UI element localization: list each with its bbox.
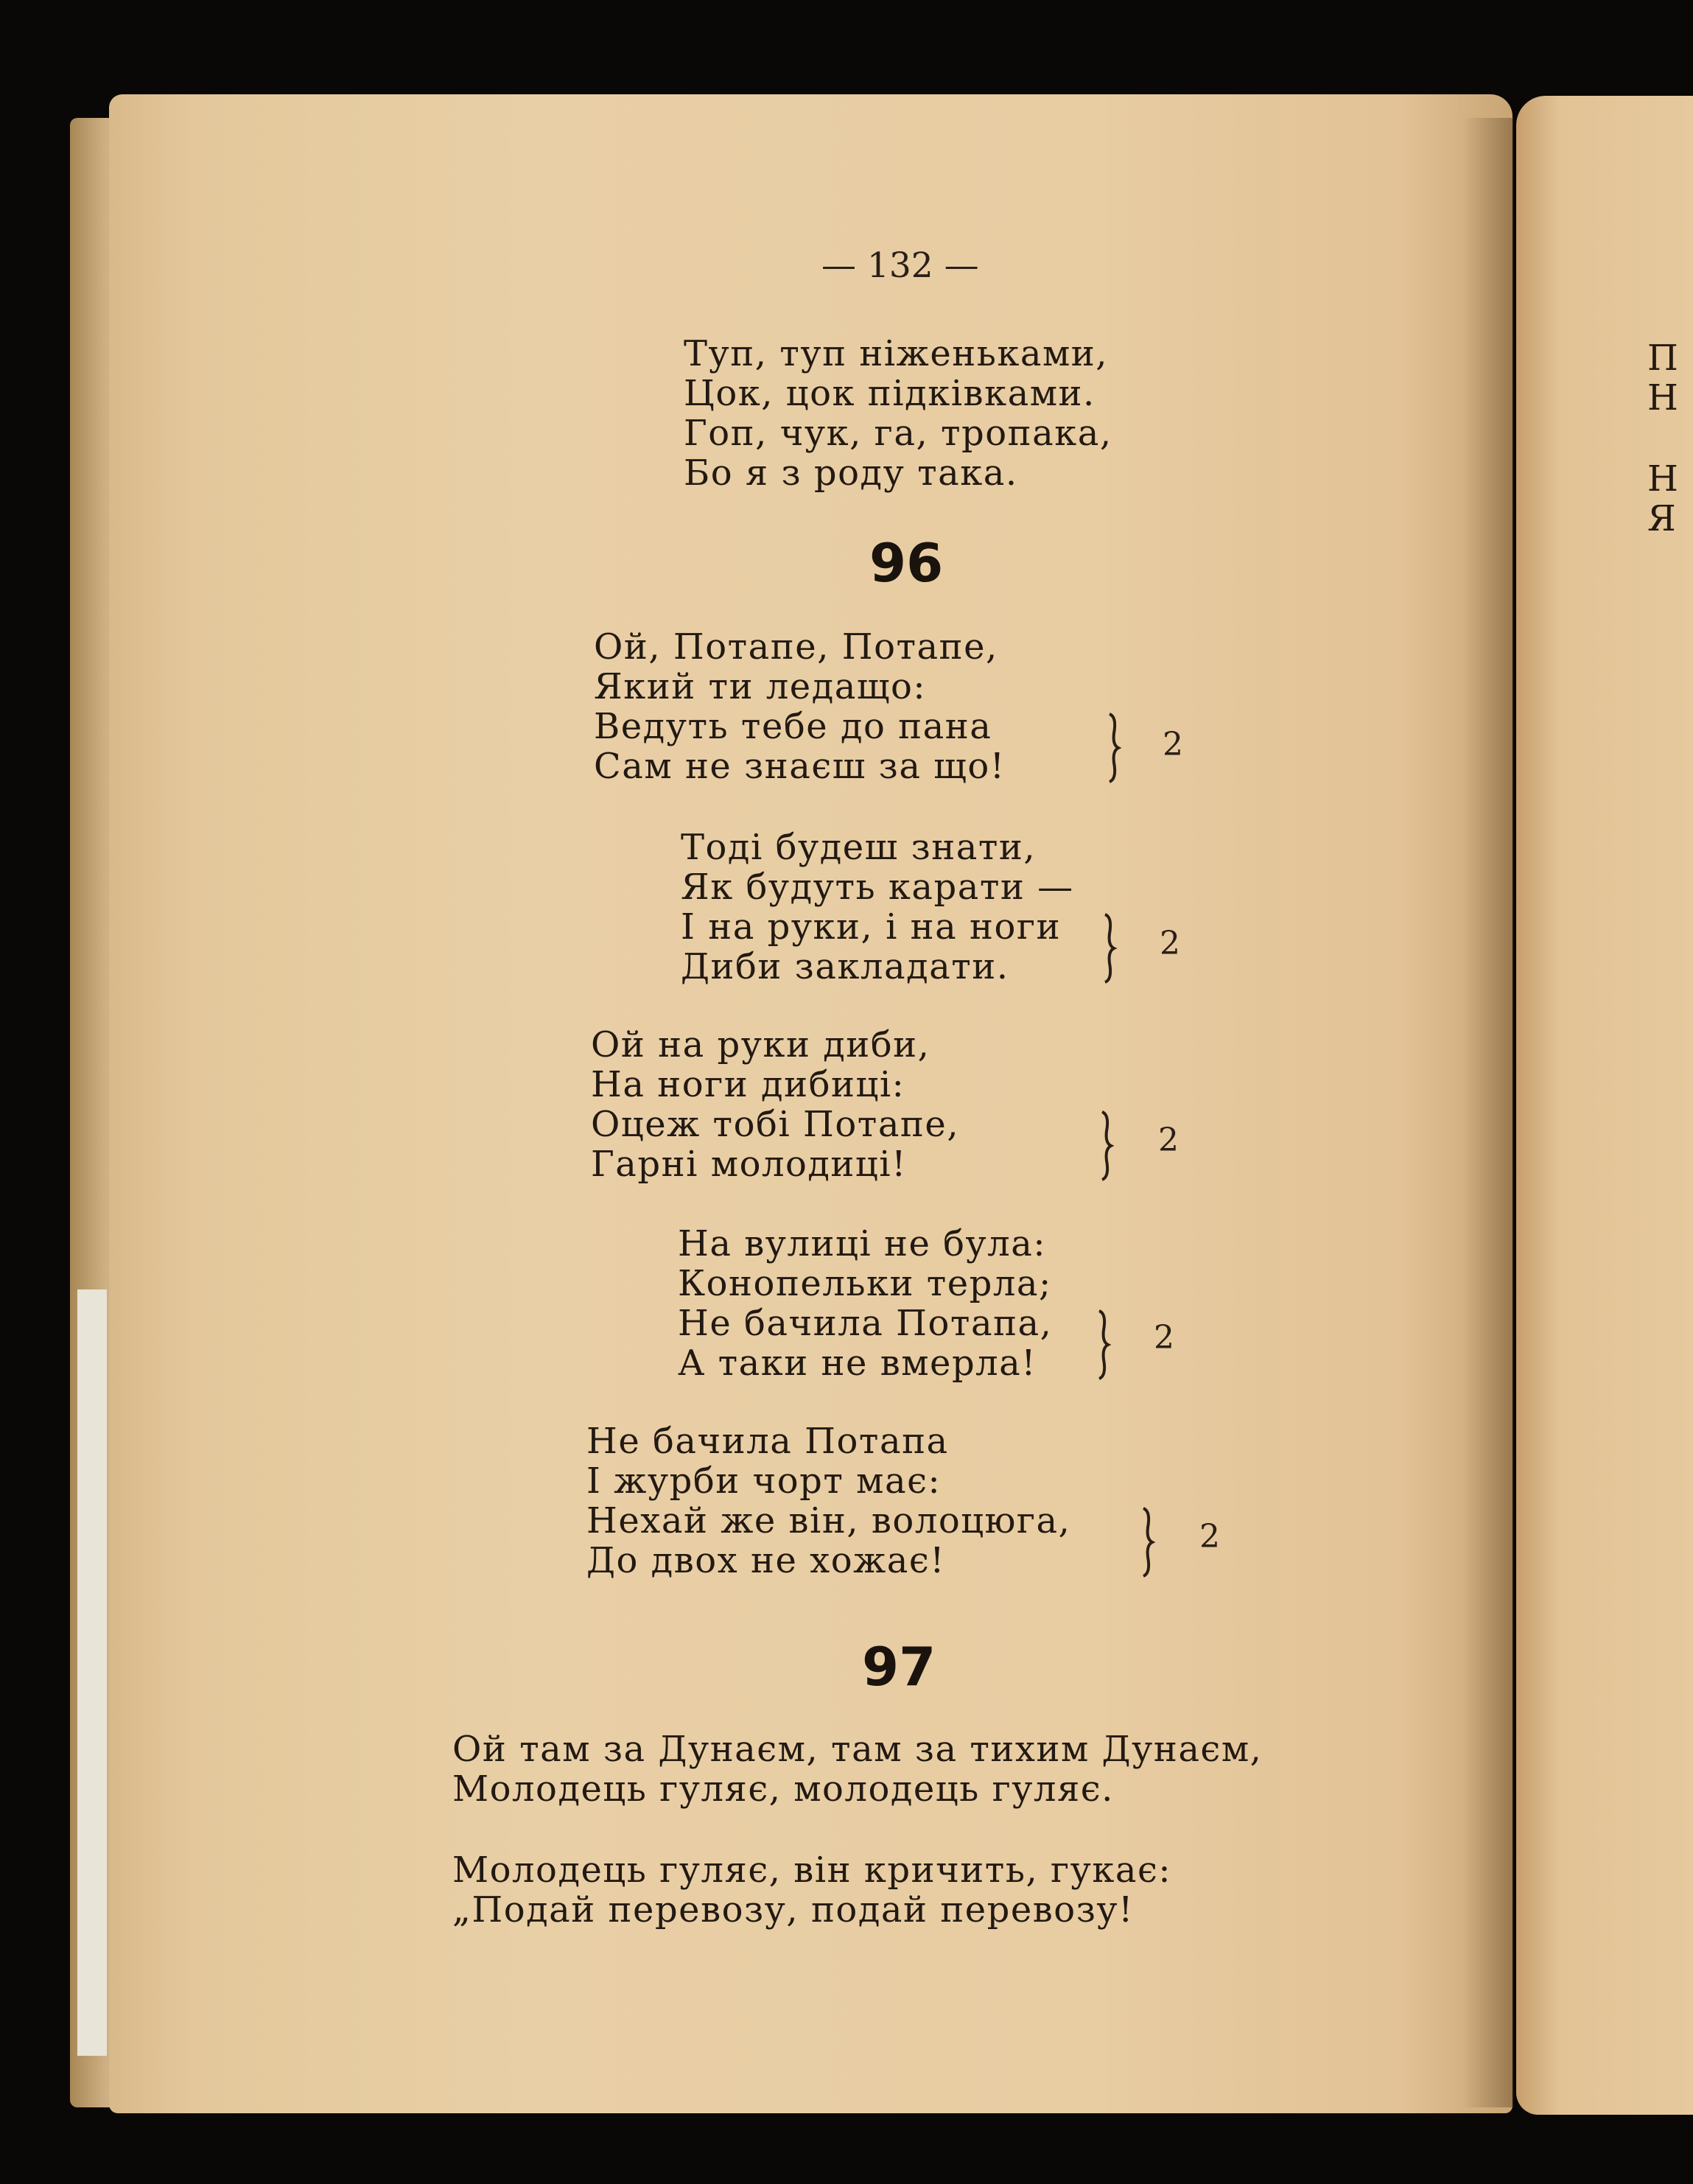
song97-line: Молодець гуляє, молодець гуляє.	[452, 1768, 1114, 1810]
stanza-line: Нехай же він, волоцюга,	[586, 1500, 1071, 1541]
stanza-line: Оцеж тобі Потапе,	[591, 1104, 960, 1145]
stanza-line: Конопельки терла;	[678, 1263, 1052, 1304]
intro-line: Бо я з роду така.	[684, 452, 1018, 494]
next-page-letter: Н	[1647, 458, 1678, 500]
stanza-line: До двох не хожає!	[586, 1540, 946, 1581]
stanza-line: Тоді будеш знати,	[681, 827, 1037, 868]
page-number: — 132 —	[821, 245, 979, 286]
stanza-line: На вулиці не була:	[678, 1223, 1047, 1264]
song-number-97: 97	[862, 1636, 936, 1698]
repeat-brace	[1101, 911, 1117, 985]
stanza-line: На ноги дибиці:	[591, 1064, 905, 1105]
stanza-line: І на руки, і на ноги	[681, 906, 1062, 948]
repeat-mark: 2	[1154, 1319, 1174, 1357]
repeat-brace	[1105, 711, 1121, 785]
book-gutter	[1462, 118, 1514, 2107]
intro-line: Гоп, чук, га, тропака,	[684, 413, 1112, 454]
stanza-line: Гарні молодиці!	[591, 1144, 907, 1185]
stanza-line: Який ти ледащо:	[594, 666, 927, 707]
repeat-brace	[1095, 1308, 1111, 1382]
stanza-line: Ой, Потапе, Потапе,	[594, 626, 998, 668]
stanza-line: А таки не вмерла!	[678, 1343, 1037, 1384]
song97-line: Ой там за Дунаєм, там за тихим Дунаєм,	[452, 1729, 1263, 1770]
repeat-brace	[1098, 1109, 1114, 1183]
repeat-mark: 2	[1158, 1121, 1179, 1159]
repeat-mark: 2	[1199, 1518, 1220, 1555]
intro-line: Туп, туп ніженьками,	[684, 333, 1109, 374]
stanza-line: Ведуть тебе до пана	[594, 706, 992, 747]
repeat-mark: 2	[1163, 726, 1183, 763]
stanza-line: Сам не знаєш за що!	[594, 746, 1006, 787]
next-page-letter: П	[1647, 337, 1678, 379]
stanza-line: І журби чорт має:	[586, 1460, 942, 1502]
song97-line: Молодець гуляє, він кричить, гукає:	[452, 1849, 1172, 1891]
stanza-line: Не бачила Потапа	[586, 1421, 949, 1462]
song-number-96: 96	[869, 532, 944, 594]
stanza-line: Не бачила Потапа,	[678, 1303, 1053, 1344]
next-page-letter: Я	[1647, 498, 1676, 539]
next-page-letter: Н	[1647, 377, 1678, 419]
paper-strip	[77, 1289, 107, 2056]
stanza-line: Диби закладати.	[681, 946, 1009, 987]
repeat-mark: 2	[1160, 925, 1180, 962]
stanza-line: Як будуть карати —	[681, 867, 1074, 908]
intro-line: Цок, цок підківками.	[684, 373, 1096, 414]
repeat-brace	[1139, 1505, 1155, 1579]
stanza-line: Ой на руки диби,	[591, 1024, 930, 1065]
song97-line: „Подай перевозу, подай перевозу!	[452, 1889, 1134, 1931]
